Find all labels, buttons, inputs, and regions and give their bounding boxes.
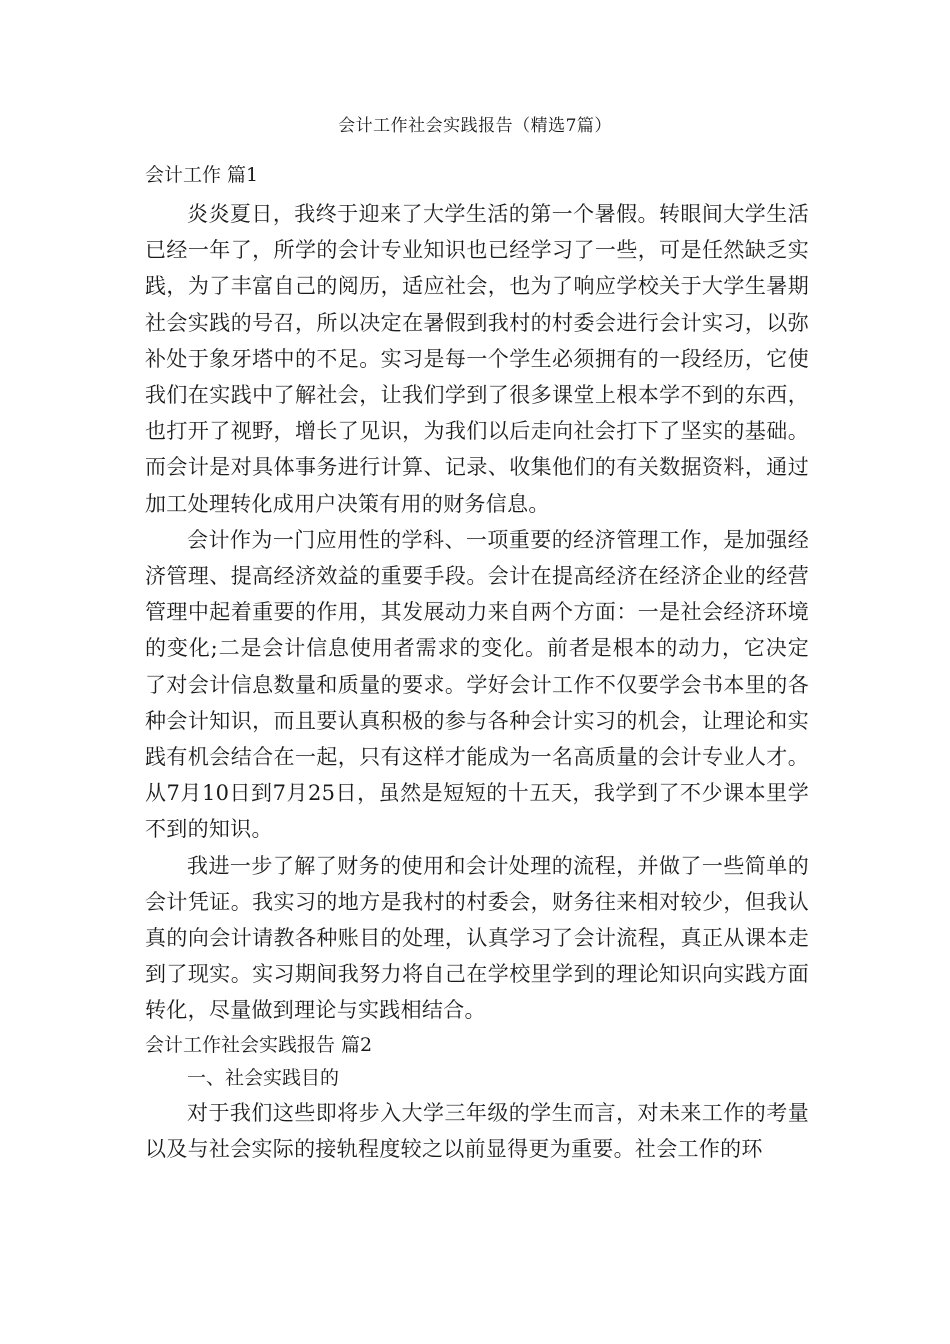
paragraph-3: 我进一步了解了财务的使用和会计处理的流程，并做了一些简单的会计凭证。我实习的地方是我村的村委会，财务往来相对较少，但我认真的向会计请教各种账目的处理，认真学习了会计流程，真正从课本走到了现实。实习期间我努力将自己在学校里学到的理论知识向实践方面转化，尽量做到理论与实践相结合。 xyxy=(145,853,809,1023)
subheading: 一、社会实践目的 xyxy=(187,1066,340,1089)
paragraph-1: 炎炎夏日，我终于迎来了大学生活的第一个暑假。转眼间大学生活已经一年了，所学的会计专业知识也已经学习了一些，可是任然缺乏实践，为了丰富自己的阅历，适应社会，也为了响应学校关于大学生暑期社会实践的号召，所以决定在暑假到我村的村委会进行会计实习，以弥补处于象牙塔中的不足。实习是每一个学生必须拥有的一段经历，它使我们在实践中了解社会，让我们学到了很多课堂上根本学不到的东西，也打开了视野，增长了见识，为我们以后走向社会打下了坚实的基础。而会计是对具体事务进行计算、记录、收集他们的有关数据资料，通过加工处理转化成用户决策有用的财务信息。 xyxy=(145,202,809,516)
document-title: 会计工作社会实践报告（精选7篇） xyxy=(338,116,612,136)
document-body xyxy=(145,157,809,1167)
section-heading-1: 会计工作 篇1 xyxy=(145,164,259,186)
paragraph-4: 对于我们这些即将步入大学三年级的学生而言，对未来工作的考量以及与社会实际的接轨程度较之以前显得更为重要。社会工作的环 xyxy=(145,1100,809,1161)
section-heading-2: 会计工作社会实践报告 篇2 xyxy=(145,1033,373,1056)
paragraph-2: 会计作为一门应用性的学科、一项重要的经济管理工作，是加强经济管理、提高经济效益的重要手段。会计在提高经济在经济企业的经营管理中起着重要的作用，其发展动力来自两个方面：一是社会经济环境的变化;二是会计信息使用者需求的变化。前者是根本的动力，它决定了对会计信息数量和质量的要求。学好会计工作不仅要学会书本里的各种会计知识，而且要认真积极的参与各种会计实习的机会，让理论和实践有机会结合在一起，只有这样才能成为一名高质量的会计专业人才。从7月10日到7月25日，虽然是短短的十五天，我学到了不少课本里学不到的知识。 xyxy=(145,527,809,842)
